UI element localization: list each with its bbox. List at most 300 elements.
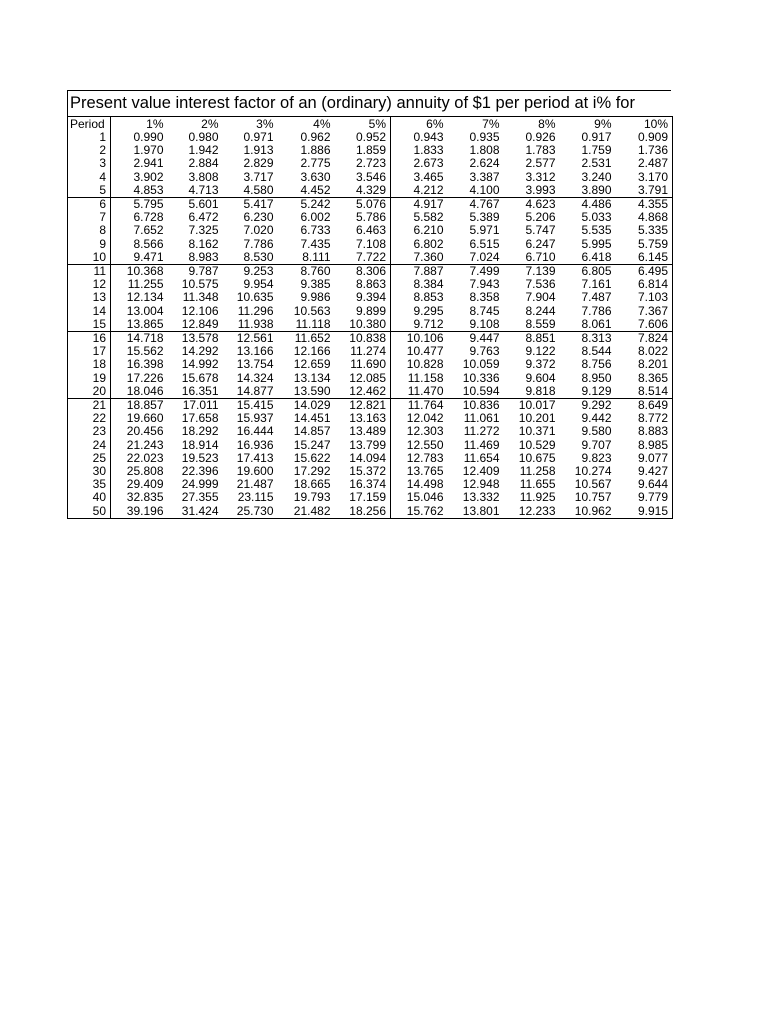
factor-cell: 5.335 bbox=[616, 224, 673, 237]
factor-cell: 5.601 bbox=[168, 198, 223, 212]
table-row bbox=[68, 491, 673, 504]
factor-cell: 10.017 bbox=[504, 399, 560, 413]
factor-cell: 10.371 bbox=[518, 425, 556, 439]
rate-header: 5% bbox=[335, 117, 391, 132]
factor-cell: 15.415 bbox=[223, 399, 278, 413]
rate-header: 9% bbox=[560, 117, 616, 132]
factor-cell: 11.255 bbox=[127, 278, 164, 292]
factor-cell: 12.303 bbox=[406, 425, 444, 439]
factor-cell: 5.971 bbox=[469, 224, 500, 238]
period-cell: 15 bbox=[68, 318, 111, 332]
factor-cell: 7.536 bbox=[525, 278, 556, 292]
factor-cell: 8.022 bbox=[616, 345, 673, 358]
factor-cell: 11.470 bbox=[407, 384, 444, 398]
factor-cell: 7.367 bbox=[616, 305, 673, 318]
factor-cell: 12.659 bbox=[293, 358, 331, 372]
factor-cell: 3.387 bbox=[469, 170, 500, 184]
factor-cell: 10.635 bbox=[236, 291, 274, 305]
period-cell: 25 bbox=[68, 452, 111, 465]
factor-cell: 7.108 bbox=[335, 238, 391, 251]
rate-header: 3% bbox=[223, 117, 278, 132]
factor-cell: 11.272 bbox=[463, 425, 500, 439]
rate-header: 4% bbox=[278, 117, 335, 132]
factor-cell: 14.451 bbox=[293, 412, 331, 426]
factor-cell: 8.851 bbox=[504, 332, 560, 346]
table-row bbox=[68, 425, 673, 438]
factor-cell: 10.201 bbox=[518, 412, 556, 426]
factor-cell: 11.258 bbox=[519, 465, 556, 479]
factor-cell: 19.793 bbox=[293, 491, 331, 505]
period-cell: 30 bbox=[68, 465, 111, 478]
factor-cell: 13.799 bbox=[335, 439, 391, 452]
factor-cell: 8.756 bbox=[581, 358, 612, 372]
factor-cell: 4.452 bbox=[300, 183, 331, 197]
factor-cell: 16.936 bbox=[236, 438, 274, 452]
rate-header: 2% bbox=[168, 117, 223, 132]
factor-cell: 8.365 bbox=[616, 372, 673, 385]
factor-cell: 24.999 bbox=[181, 478, 219, 492]
factor-cell: 6.733 bbox=[300, 224, 331, 238]
period-cell: 4 bbox=[68, 171, 111, 184]
factor-cell: 18.256 bbox=[335, 505, 391, 519]
factor-cell: 6.814 bbox=[616, 278, 673, 291]
table-row bbox=[68, 412, 673, 425]
factor-cell: 0.971 bbox=[243, 131, 274, 144]
factor-cell: 5.206 bbox=[525, 211, 556, 225]
factor-cell: 4.355 bbox=[616, 198, 673, 212]
factor-cell: 15.762 bbox=[391, 505, 448, 519]
factor-cell: 3.902 bbox=[133, 170, 164, 184]
factor-cell: 14.877 bbox=[236, 384, 274, 398]
factor-cell: 19.600 bbox=[236, 465, 274, 479]
factor-cell: 17.159 bbox=[335, 491, 391, 504]
factor-cell: 9.763 bbox=[469, 345, 500, 359]
table-row bbox=[68, 439, 673, 452]
factor-cell: 7.139 bbox=[504, 265, 560, 279]
factor-cell: 3.717 bbox=[243, 170, 274, 184]
factor-cell: 1.859 bbox=[335, 144, 391, 157]
factor-cell: 2.723 bbox=[335, 157, 391, 170]
factor-cell: 22.023 bbox=[126, 451, 164, 465]
factor-cell: 5.582 bbox=[413, 211, 444, 225]
factor-cell: 10.059 bbox=[462, 358, 500, 372]
table-row bbox=[68, 399, 673, 413]
period-cell: 1 bbox=[68, 131, 111, 144]
factor-cell: 15.678 bbox=[181, 371, 219, 385]
factor-cell: 10.563 bbox=[293, 304, 331, 318]
factor-cell: 14.094 bbox=[335, 452, 391, 465]
period-cell: 19 bbox=[68, 372, 111, 385]
factor-cell: 10.575 bbox=[181, 278, 219, 292]
factor-cell: 11.296 bbox=[237, 304, 274, 318]
factor-cell: 7.024 bbox=[469, 250, 500, 264]
factor-cell: 13.004 bbox=[126, 304, 164, 318]
factor-cell: 1.970 bbox=[133, 144, 164, 158]
factor-cell: 8.772 bbox=[616, 412, 673, 425]
factor-cell: 10.838 bbox=[335, 332, 391, 346]
table-row bbox=[68, 265, 673, 279]
factor-cell: 16.444 bbox=[236, 425, 274, 439]
factor-cell: 4.868 bbox=[616, 211, 673, 224]
factor-cell: 15.562 bbox=[126, 345, 164, 359]
factor-cell: 6.463 bbox=[335, 224, 391, 237]
factor-cell: 11.655 bbox=[519, 478, 556, 492]
factor-cell: 9.295 bbox=[413, 304, 444, 318]
factor-cell: 7.161 bbox=[581, 278, 612, 292]
factor-cell: 4.623 bbox=[504, 198, 560, 212]
table-row bbox=[68, 251, 673, 265]
factor-cell: 5.795 bbox=[111, 198, 168, 212]
factor-cell: 18.857 bbox=[111, 399, 168, 413]
factor-cell: 10.567 bbox=[574, 478, 612, 492]
factor-cell: 4.100 bbox=[469, 183, 500, 197]
factor-cell: 13.489 bbox=[335, 425, 391, 438]
factor-cell: 0.943 bbox=[413, 131, 444, 144]
factor-cell: 6.002 bbox=[300, 211, 331, 225]
factor-cell: 9.372 bbox=[525, 358, 556, 372]
factor-cell: 2.941 bbox=[133, 157, 164, 171]
factor-cell: 6.230 bbox=[243, 211, 274, 225]
factor-cell: 8.111 bbox=[302, 250, 331, 264]
factor-cell: 16.374 bbox=[335, 478, 391, 491]
factor-cell: 1.886 bbox=[300, 144, 331, 158]
factor-cell: 14.292 bbox=[181, 345, 219, 359]
factor-cell: 6.495 bbox=[616, 265, 673, 279]
factor-cell: 14.324 bbox=[236, 371, 274, 385]
table-row bbox=[68, 131, 673, 144]
factor-cell: 6.802 bbox=[413, 237, 444, 251]
factor-cell: 29.409 bbox=[126, 478, 164, 492]
factor-cell: 13.590 bbox=[293, 384, 331, 398]
factor-cell: 6.472 bbox=[188, 211, 219, 225]
factor-cell: 8.985 bbox=[616, 439, 673, 452]
factor-cell: 6.210 bbox=[413, 224, 444, 238]
factor-cell: 9.385 bbox=[300, 278, 331, 292]
period-cell: 35 bbox=[68, 478, 111, 491]
factor-cell: 12.821 bbox=[335, 399, 391, 413]
factor-cell: 8.201 bbox=[616, 358, 673, 371]
table-row bbox=[68, 372, 673, 385]
factor-cell: 8.983 bbox=[188, 250, 219, 264]
factor-cell: 18.292 bbox=[181, 425, 219, 439]
factor-cell: 3.170 bbox=[616, 171, 673, 184]
factor-cell: 8.544 bbox=[581, 345, 612, 359]
factor-cell: 20.456 bbox=[126, 425, 164, 439]
period-cell: 20 bbox=[68, 385, 111, 399]
factor-cell: 25.730 bbox=[223, 505, 278, 519]
factor-cell: 7.606 bbox=[616, 318, 673, 332]
table-row bbox=[68, 345, 673, 358]
factor-cell: 1.783 bbox=[525, 144, 556, 158]
factor-cell: 9.122 bbox=[525, 345, 556, 359]
factor-cell: 9.077 bbox=[616, 452, 673, 465]
table-row bbox=[68, 358, 673, 371]
factor-cell: 12.166 bbox=[293, 345, 331, 359]
factor-cell: 8.566 bbox=[133, 237, 164, 251]
factor-cell: 17.413 bbox=[236, 451, 274, 465]
factor-cell: 1.942 bbox=[188, 144, 219, 158]
factor-cell: 2.829 bbox=[243, 157, 274, 171]
factor-cell: 9.604 bbox=[525, 371, 556, 385]
table-row bbox=[68, 171, 673, 184]
factor-cell: 7.887 bbox=[391, 265, 448, 279]
factor-cell: 3.993 bbox=[525, 183, 556, 197]
factor-cell: 8.358 bbox=[469, 291, 500, 305]
factor-cell: 21.243 bbox=[126, 438, 164, 452]
factor-cell: 8.244 bbox=[525, 304, 556, 318]
factor-cell: 11.925 bbox=[519, 491, 556, 505]
period-cell: 18 bbox=[68, 358, 111, 371]
factor-cell: 7.435 bbox=[300, 237, 331, 251]
factor-cell: 10.836 bbox=[448, 399, 504, 413]
period-cell: 50 bbox=[68, 505, 111, 519]
factor-cell: 8.760 bbox=[278, 265, 335, 279]
factor-cell: 4.853 bbox=[133, 183, 164, 197]
factor-cell: 7.722 bbox=[335, 251, 391, 265]
factor-cell: 13.332 bbox=[462, 491, 500, 505]
table-row bbox=[68, 465, 673, 478]
factor-cell: 3.546 bbox=[335, 171, 391, 184]
table-row bbox=[68, 305, 673, 318]
factor-cell: 5.786 bbox=[335, 211, 391, 224]
factor-cell: 3.791 bbox=[616, 184, 673, 198]
factor-cell: 6.515 bbox=[469, 237, 500, 251]
factor-cell: 31.424 bbox=[168, 505, 223, 519]
factor-cell: 1.759 bbox=[581, 144, 612, 158]
factor-cell: 17.658 bbox=[181, 412, 219, 426]
factor-cell: 0.990 bbox=[133, 131, 164, 144]
factor-cell: 7.487 bbox=[581, 291, 612, 305]
period-cell: 3 bbox=[68, 157, 111, 170]
factor-cell: 9.442 bbox=[581, 412, 612, 426]
factor-cell: 1.833 bbox=[413, 144, 444, 158]
factor-cell: 11.469 bbox=[463, 438, 500, 452]
factor-cell: 17.292 bbox=[293, 465, 331, 479]
table-row bbox=[68, 385, 673, 399]
factor-cell: 5.389 bbox=[469, 211, 500, 225]
factor-cell: 9.253 bbox=[223, 265, 278, 279]
factor-cell: 17.226 bbox=[126, 371, 164, 385]
factor-cell: 4.917 bbox=[391, 198, 448, 212]
table-row bbox=[68, 452, 673, 465]
factor-cell: 0.980 bbox=[188, 131, 219, 144]
factor-cell: 9.644 bbox=[616, 478, 673, 491]
factor-cell: 10.106 bbox=[391, 332, 448, 346]
table-row bbox=[68, 278, 673, 291]
factor-cell: 1.808 bbox=[469, 144, 500, 158]
table-title: Present value interest factor of an (ordinary) annuity of $1 per period at i% for bbox=[67, 90, 671, 116]
factor-cell: 7.652 bbox=[133, 224, 164, 238]
factor-cell: 11.118 bbox=[295, 317, 331, 331]
factor-cell: 6.145 bbox=[616, 251, 673, 265]
factor-cell: 7.360 bbox=[413, 250, 444, 264]
factor-cell: 13.578 bbox=[168, 332, 223, 346]
rate-header: 7% bbox=[448, 117, 504, 132]
factor-cell: 12.550 bbox=[406, 438, 444, 452]
factor-cell: 5.995 bbox=[581, 237, 612, 251]
factor-cell: 7.499 bbox=[448, 265, 504, 279]
factor-cell: 7.325 bbox=[188, 224, 219, 238]
factor-cell: 1.736 bbox=[616, 144, 673, 157]
factor-cell: 14.857 bbox=[293, 425, 331, 439]
factor-cell: 12.948 bbox=[462, 478, 500, 492]
factor-cell: 5.033 bbox=[581, 211, 612, 225]
factor-cell: 8.313 bbox=[560, 332, 616, 346]
factor-cell: 7.824 bbox=[616, 332, 673, 346]
period-cell: 13 bbox=[68, 291, 111, 304]
table-row bbox=[68, 144, 673, 157]
factor-cell: 7.943 bbox=[469, 278, 500, 292]
rate-header: 6% bbox=[391, 117, 448, 132]
period-cell: 8 bbox=[68, 224, 111, 237]
factor-cell: 10.274 bbox=[574, 465, 612, 479]
table-row bbox=[68, 478, 673, 491]
factor-cell: 11.061 bbox=[463, 412, 500, 426]
factor-cell: 9.394 bbox=[335, 291, 391, 304]
factor-cell: 10.368 bbox=[111, 265, 168, 279]
table-row bbox=[68, 505, 673, 519]
factor-cell: 7.020 bbox=[243, 224, 274, 238]
factor-cell: 12.783 bbox=[406, 451, 444, 465]
factor-cell: 18.914 bbox=[181, 438, 219, 452]
factor-cell: 18.046 bbox=[126, 384, 164, 398]
factor-cell: 9.471 bbox=[133, 250, 164, 264]
factor-cell: 3.808 bbox=[188, 170, 219, 184]
factor-cell: 9.580 bbox=[581, 425, 612, 439]
factor-cell: 8.530 bbox=[243, 250, 274, 264]
factor-cell: 15.247 bbox=[293, 438, 331, 452]
factor-cell: 11.274 bbox=[335, 345, 391, 358]
factor-cell: 9.108 bbox=[469, 317, 500, 331]
factor-cell: 9.129 bbox=[581, 384, 612, 398]
factor-cell: 6.247 bbox=[525, 237, 556, 251]
factor-cell: 11.654 bbox=[463, 451, 500, 465]
factor-cell: 4.329 bbox=[335, 184, 391, 198]
table-row bbox=[68, 238, 673, 251]
factor-cell: 14.992 bbox=[181, 358, 219, 372]
factor-cell: 19.523 bbox=[181, 451, 219, 465]
factor-cell: 10.336 bbox=[462, 371, 500, 385]
factor-cell: 5.076 bbox=[335, 198, 391, 212]
factor-cell: 21.482 bbox=[278, 505, 335, 519]
factor-cell: 17.011 bbox=[168, 399, 223, 413]
period-cell: 2 bbox=[68, 144, 111, 157]
factor-cell: 0.952 bbox=[335, 131, 391, 144]
period-cell: 9 bbox=[68, 238, 111, 251]
factor-cell: 18.665 bbox=[293, 478, 331, 492]
factor-cell: 7.786 bbox=[581, 304, 612, 318]
factor-cell: 4.580 bbox=[243, 183, 274, 197]
rate-header: 8% bbox=[504, 117, 560, 132]
factor-cell: 9.986 bbox=[300, 291, 331, 305]
factor-cell: 1.913 bbox=[243, 144, 274, 158]
period-cell: 6 bbox=[68, 198, 111, 212]
factor-cell: 9.787 bbox=[168, 265, 223, 279]
factor-cell: 0.909 bbox=[616, 131, 673, 144]
factor-cell: 10.380 bbox=[335, 318, 391, 332]
factor-cell: 12.042 bbox=[406, 412, 444, 426]
factor-cell: 10.757 bbox=[574, 491, 612, 505]
factor-cell: 10.477 bbox=[406, 345, 444, 359]
period-cell: 16 bbox=[68, 332, 111, 346]
table-row bbox=[68, 157, 673, 170]
factor-cell: 11.348 bbox=[182, 291, 219, 305]
table-row bbox=[68, 291, 673, 304]
factor-cell: 10.828 bbox=[406, 358, 444, 372]
factor-cell: 8.883 bbox=[616, 425, 673, 438]
rate-header: 1% bbox=[111, 117, 168, 132]
factor-cell: 15.372 bbox=[335, 465, 391, 478]
rate-header: 10% bbox=[616, 117, 673, 132]
factor-cell: 12.561 bbox=[223, 332, 278, 346]
factor-cell: 13.134 bbox=[293, 371, 331, 385]
factor-cell: 0.917 bbox=[581, 131, 612, 144]
factor-cell: 12.106 bbox=[181, 304, 219, 318]
factor-cell: 9.447 bbox=[448, 332, 504, 346]
factor-cell: 13.163 bbox=[335, 412, 391, 425]
factor-cell: 2.531 bbox=[581, 157, 612, 171]
table-row bbox=[68, 198, 673, 212]
factor-cell: 4.767 bbox=[448, 198, 504, 212]
period-cell: 17 bbox=[68, 345, 111, 358]
factor-cell: 22.396 bbox=[181, 465, 219, 479]
factor-cell: 9.823 bbox=[581, 451, 612, 465]
factor-cell: 2.673 bbox=[413, 157, 444, 171]
factor-cell: 8.745 bbox=[469, 304, 500, 318]
factor-cell: 12.462 bbox=[335, 385, 391, 399]
factor-cell: 10.962 bbox=[560, 505, 616, 519]
factor-cell: 7.786 bbox=[243, 237, 274, 251]
period-cell: 12 bbox=[68, 278, 111, 291]
factor-cell: 10.594 bbox=[462, 384, 500, 398]
factor-cell: 16.398 bbox=[126, 358, 164, 372]
factor-cell: 8.863 bbox=[335, 278, 391, 291]
factor-cell: 13.765 bbox=[406, 465, 444, 479]
factor-cell: 12.849 bbox=[181, 317, 219, 331]
factor-cell: 6.418 bbox=[581, 250, 612, 264]
factor-cell: 4.212 bbox=[413, 183, 444, 197]
factor-cell: 15.937 bbox=[236, 412, 274, 426]
factor-cell: 8.306 bbox=[335, 265, 391, 279]
factor-cell: 12.409 bbox=[462, 465, 500, 479]
header-row bbox=[68, 117, 673, 132]
factor-cell: 15.046 bbox=[406, 491, 444, 505]
factor-cell: 11.690 bbox=[335, 358, 391, 371]
factor-cell: 9.712 bbox=[413, 317, 444, 331]
factor-cell: 10.675 bbox=[518, 451, 556, 465]
factor-cell: 0.962 bbox=[300, 131, 331, 144]
factor-cell: 6.710 bbox=[525, 250, 556, 264]
factor-cell: 4.486 bbox=[560, 198, 616, 212]
factor-cell: 2.624 bbox=[469, 157, 500, 171]
factor-cell: 9.779 bbox=[616, 491, 673, 504]
factor-cell: 12.134 bbox=[126, 291, 164, 305]
factor-cell: 8.649 bbox=[616, 399, 673, 413]
table-row bbox=[68, 184, 673, 198]
factor-cell: 14.029 bbox=[278, 399, 335, 413]
factor-cell: 9.915 bbox=[616, 505, 673, 519]
factor-cell: 8.514 bbox=[616, 385, 673, 399]
factor-cell: 8.162 bbox=[188, 237, 219, 251]
factor-cell: 16.351 bbox=[181, 384, 219, 398]
pvifa-table bbox=[67, 116, 673, 519]
factor-cell: 8.384 bbox=[413, 278, 444, 292]
factor-cell: 9.954 bbox=[243, 278, 274, 292]
factor-cell: 10.529 bbox=[518, 438, 556, 452]
period-cell: 40 bbox=[68, 491, 111, 504]
factor-cell: 5.747 bbox=[525, 224, 556, 238]
factor-cell: 6.805 bbox=[560, 265, 616, 279]
